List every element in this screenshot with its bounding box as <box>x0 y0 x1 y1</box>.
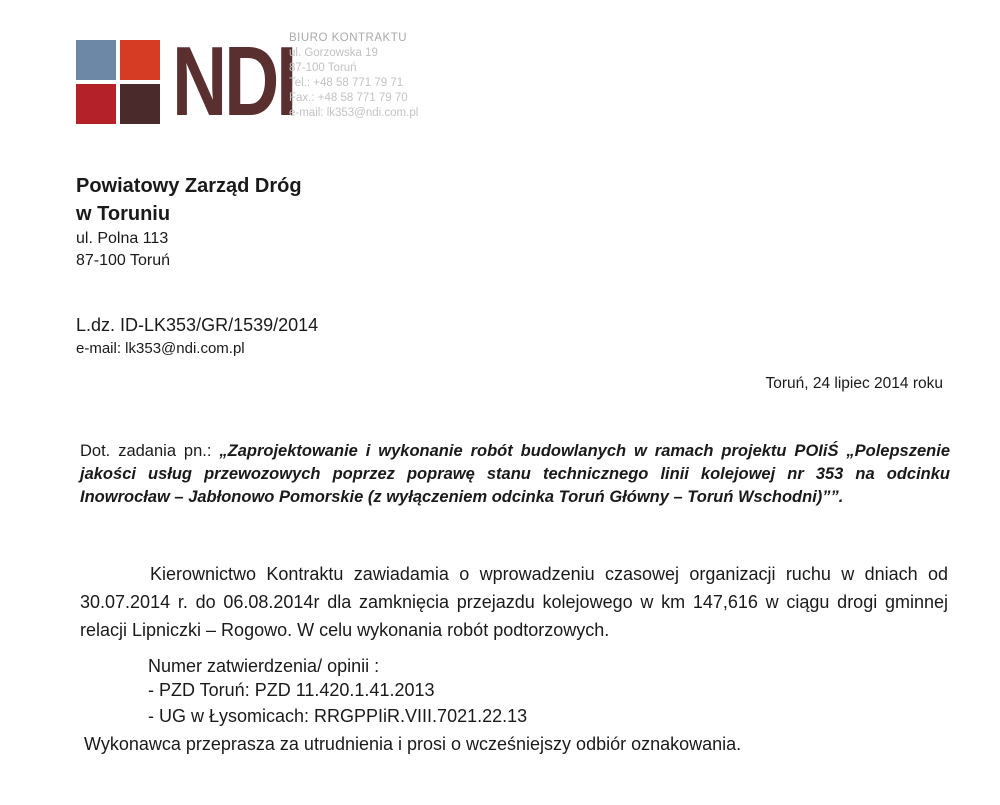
letter-date: Toruń, 24 lipiec 2014 roku <box>765 375 943 392</box>
office-title: BIURO KONTRAKTU <box>289 32 408 44</box>
subject-lead: Dot. zadania pn.: <box>80 442 220 460</box>
addressee-street: ul. Polna 113 <box>76 230 169 247</box>
logo-square-red <box>76 84 116 124</box>
reference-email: e-mail: lk353@ndi.com.pl <box>76 340 245 357</box>
office-line: Fax.: +48 58 771 79 70 <box>289 92 408 104</box>
logo-square-brown <box>120 84 160 124</box>
subject-title: „Zaprojektowanie i wykonanie robót budowlanych w ramach projektu POIiŚ „Polepszenie jakości usług przewozowych poprzez poprawę stanu technicznego linii kolejowej nr 353 na odcinku Inowrocław – Jabłonowo Pomorskie (z wyłączeniem odcinka Toruń Główny – Toruń Wschodni)””. <box>80 442 950 506</box>
logo-text: NDI <box>172 26 295 136</box>
subject-block <box>80 440 950 509</box>
office-line: 87-100 Toruń <box>289 62 357 74</box>
approval-header: Numer zatwierdzenia/ opinii : <box>148 656 380 676</box>
office-line: e-mail: lk353@ndi.com.pl <box>289 107 419 119</box>
approval-item: - PZD Toruń: PZD 11.420.1.41.2013 <box>148 680 435 700</box>
addressee-name-line: Powiatowy Zarząd Dróg <box>76 175 302 197</box>
office-line: Tel.: +48 58 771 79 71 <box>289 77 404 89</box>
closing-sentence: Wykonawca przeprasza za utrudnienia i prosi o wcześniejszy odbiór oznakowania. <box>84 734 742 754</box>
ndi-logo <box>76 26 295 136</box>
office-address-block <box>289 31 418 121</box>
logo-square-blue <box>76 40 116 80</box>
logo-square-orange <box>120 40 160 80</box>
office-line: ul. Gorzowska 19 <box>289 47 378 59</box>
body-paragraph: Kierownictwo Kontraktu zawiadamia o wprowadzeniu czasowej organizacji ruchu w dniach od 30.07.2014 r. do 06.08.2014r dla zamknięcia przejazdu kolejowego w km 147,616 w ciągu drogi gminnej relacji Lipniczki – Rogowo. W celu wykonania robót podtorzowych. <box>80 564 948 640</box>
addressee-block <box>76 172 302 272</box>
reference-number: L.dz. ID-LK353/GR/1539/2014 <box>76 315 319 335</box>
addressee-city: 87-100 Toruń <box>76 252 170 269</box>
addressee-name-line: w Toruniu <box>76 203 171 225</box>
approval-item: - UG w Łysomicach: RRGPPIiR.VIII.7021.22.13 <box>148 706 528 726</box>
